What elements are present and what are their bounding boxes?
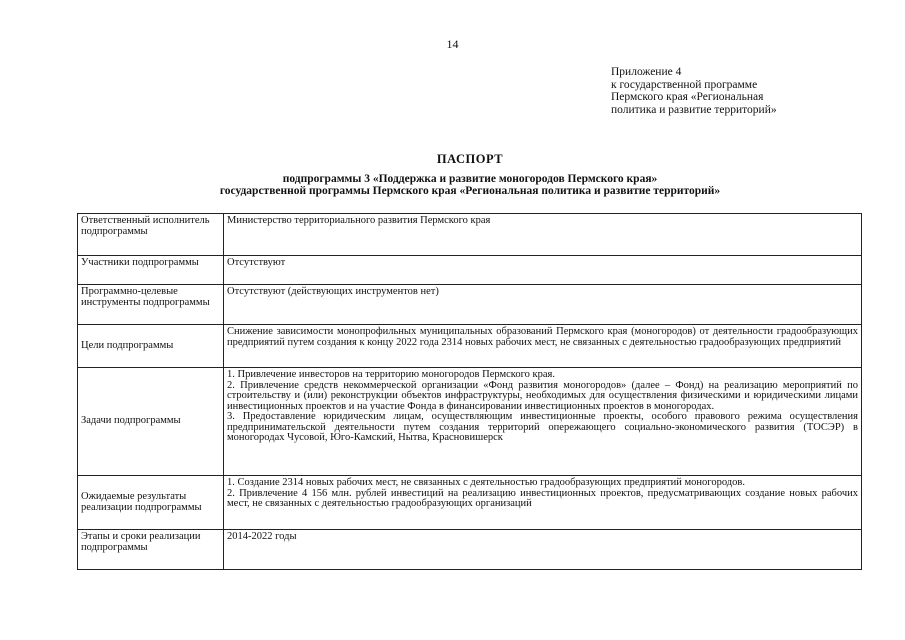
value-line: 1. Привлечение инвесторов на территорию моногородов Пермского края. — [227, 369, 555, 380]
table-row — [78, 530, 862, 570]
row-label: Программно-целевые инструменты подпрограммы — [78, 285, 224, 325]
value-line: Снижение зависимости монопрофильных муниципальных образований Пермского края (моногородов) от деятельности градообразующих предприятий путем создания к концу 2022 года 2314 новых рабочих мест, не связанных с деятельностью градообразующих предприятий — [227, 326, 858, 348]
row-label: Этапы и сроки реализации подпрограммы — [78, 530, 224, 570]
table-row — [78, 256, 862, 285]
value-line: 1. Создание 2314 новых рабочих мест, не связанных с деятельностью градообразующих предприятий моногородов. — [227, 477, 745, 488]
table-row — [78, 285, 862, 325]
row-value — [224, 530, 862, 570]
table-row — [78, 325, 862, 368]
row-value — [224, 476, 862, 530]
row-label: Ожидаемые результаты реализации подпрограммы — [78, 476, 224, 530]
value-line: Министерство территориального развития Пермского края — [227, 215, 491, 226]
value-line: 2. Привлечение 4 156 млн. рублей инвестиций на реализацию инвестиционных проектов, предусматривающих создание новых рабочих мест, не связанных с деятельностью градообразующих организаций — [227, 487, 858, 509]
appendix-line: Пермского края «Региональная — [611, 91, 764, 103]
row-label: Цели подпрограммы — [78, 325, 224, 368]
row-value — [224, 256, 862, 285]
subtitle-line: государственной программы Пермского края «Региональная политика и развитие территорий» — [219, 185, 721, 197]
value-line: 2. Привлечение средств некоммерческой организации «Фонд развития моногородов» (далее – Фонд) на реализацию мероприятий по строительству и (или) реконструкции объектов инфраструктуры, необходимых для осуществления физическими и юридическими лицами инвестиционных проектов и на участие Фонда в финансировании инвестиционных проектов в моногородах. — [227, 379, 858, 412]
subtitle-line: подпрограммы 3 «Поддержка и развитие моногородов Пермского края» — [282, 173, 658, 185]
appendix-line: к государственной программе — [611, 78, 758, 91]
value-line: 2014-2022 годы — [227, 531, 297, 542]
appendix-line: Приложение 4 — [611, 66, 682, 78]
appendix-note — [611, 66, 777, 116]
value-line: Отсутствуют — [227, 257, 286, 268]
row-value — [224, 368, 862, 476]
row-value — [224, 214, 862, 256]
row-label: Участники подпрограммы — [78, 256, 224, 285]
passport-table — [77, 213, 862, 570]
page-number: 14 — [446, 37, 459, 51]
value-line: Отсутствуют (действующих инструментов нет) — [227, 286, 439, 297]
document-subtitle — [0, 173, 905, 197]
row-label: Задачи подпрограммы — [78, 368, 224, 476]
value-line: 3. Предоставление юридическим лицам, осуществляющим инвестиционные проекты, особого правового режима осуществления предпринимательской деятельности путем создания территорий опережающего социально-экономического развития (ТОСЭР) в моногородах Чусовой, Юго-Камский, Нытва, Красновишерск — [227, 411, 858, 443]
table-row — [78, 214, 862, 256]
row-value — [224, 325, 862, 368]
table-row — [78, 476, 862, 530]
row-value — [224, 285, 862, 325]
appendix-line: политика и развитие территорий» — [611, 103, 777, 116]
row-label: Ответственный исполнитель подпрограммы — [78, 214, 224, 256]
table-row — [78, 368, 862, 476]
document-title: ПАСПОРТ — [436, 152, 504, 166]
